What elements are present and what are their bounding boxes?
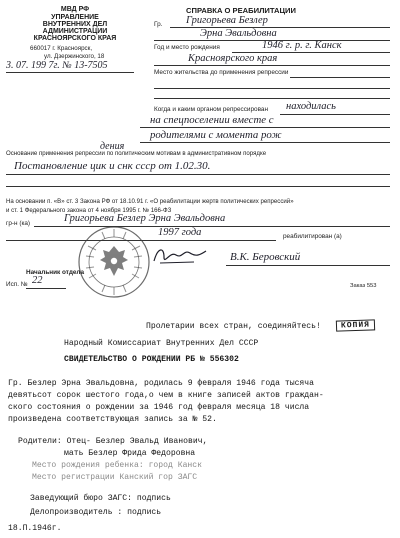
repressed-label: Когда и каким органом репрессирован [154, 106, 269, 113]
body-line-1: Гр. Безлер Эрна Эвальдовна, родилась 9 февраля 1946 года тысяча [8, 379, 314, 388]
law-line-1: На основании п. «В» ст. 3 Закона РФ от 18.10.91 г. «О реабилитации жертв политических репрессий» [6, 198, 294, 205]
basis-label: Основание применения репрессии по политическим мотивам в административном порядке [6, 150, 267, 157]
order-label: Заказ 553 [350, 283, 377, 289]
parents-line-1: Родители: Отец- Безлер Эвальд Иванович, [18, 437, 208, 446]
name-hand-2: Эрна Эвальдовна [200, 28, 277, 39]
org-line-upravlenie: УПРАВЛЕНИЕ [51, 14, 99, 21]
chief-label: Начальник отдела [26, 269, 85, 276]
place-line-1: Место рождения ребенка: город Канск [32, 461, 202, 470]
place-line-2: Место регистрации Канский гор ЗАГС [32, 473, 198, 482]
copy-stamp: КОПИЯ [336, 319, 375, 331]
official-seal-stamp [76, 224, 152, 300]
rehab-name-hand: Григорьева Безлер Эрна Эвальдовна [64, 213, 226, 224]
executor-hand: 22 [32, 275, 43, 286]
slogan: Пролетарии всех стран, соединяйтесь! [146, 322, 321, 331]
repressed-hand-4: дения [100, 141, 125, 152]
region-hand: Красноярского края [188, 53, 278, 64]
gr-label: Гр. [154, 21, 163, 28]
body-line-4: произведена соответствующая запись за № 52. [8, 415, 217, 424]
org-line-mvd: МВД РФ [60, 6, 90, 13]
clerk-line: Делопроизводитель : подпись [30, 508, 162, 517]
birth-hand: 1946 г. р. г. Канск [262, 40, 342, 51]
gr-n-label: гр-н (ка) [6, 220, 31, 227]
executor-label: Исп. № [6, 281, 28, 288]
law-line-2: и ст. 1 Федерального закона от 4 ноября 1995 г. № 166-ФЗ [6, 207, 172, 214]
birth-cert-date: 18.П.1946г. [8, 524, 62, 533]
rehabilitated-label: реабилитирован (а) [283, 233, 342, 240]
org-line-vnutrennikh: ВНУТРЕННИХ ДЕЛ [42, 21, 108, 28]
org-address-1: 660017 г. Красноярск, [30, 45, 93, 52]
birth-label: Год и место рождения [154, 44, 220, 51]
org-line-administratsii: АДМИНИСТРАЦИИ [42, 28, 108, 35]
double-headed-eagle-icon [100, 246, 128, 276]
repressed-hand: находилась [286, 101, 336, 112]
chief-signature [150, 243, 210, 269]
parents-line-2: мать Безлер Фрида Федоровна [64, 449, 196, 458]
org-date-number: 3. 07. 199 7г. № 13-7505 [6, 60, 108, 71]
name-hand-1: Григорьева Безлер [186, 15, 268, 26]
residence-label: Место жительства до применения репрессии [154, 69, 289, 76]
repressed-hand-2: на спецпоселении вместе с [150, 114, 274, 126]
birth-cert-title: СВИДЕТЕЛЬСТВО О РОЖДЕНИИ РБ № 556302 [64, 355, 239, 364]
basis-hand: Постановление цик и снк ссср от 1.02.30. [14, 160, 211, 172]
chief-name-hand: В.К. Беровский [230, 251, 301, 263]
rehab-title: СПРАВКА О РЕАБИЛИТАЦИИ [186, 6, 296, 15]
body-line-3: ского состояния о рождении за 1946 год февраля месяца 18 числа [8, 403, 310, 412]
body-line-2: девятьсот сорок шестого года,о чем в книге записей актов граждан- [8, 391, 324, 400]
commissariat: Народный Комиссариат Внутренних Дел СССР [64, 339, 259, 348]
org-address-2: ул. Дзержинского, 18 [44, 53, 105, 60]
head-zags-line: Заведующий бюро ЗАГС: подпись [30, 494, 171, 503]
rehab-date-hand: 1997 года [158, 227, 202, 238]
org-line-krai: КРАСНОЯРСКОГО КРАЯ [33, 35, 117, 42]
repressed-hand-3: родителями с момента рож [150, 129, 282, 141]
